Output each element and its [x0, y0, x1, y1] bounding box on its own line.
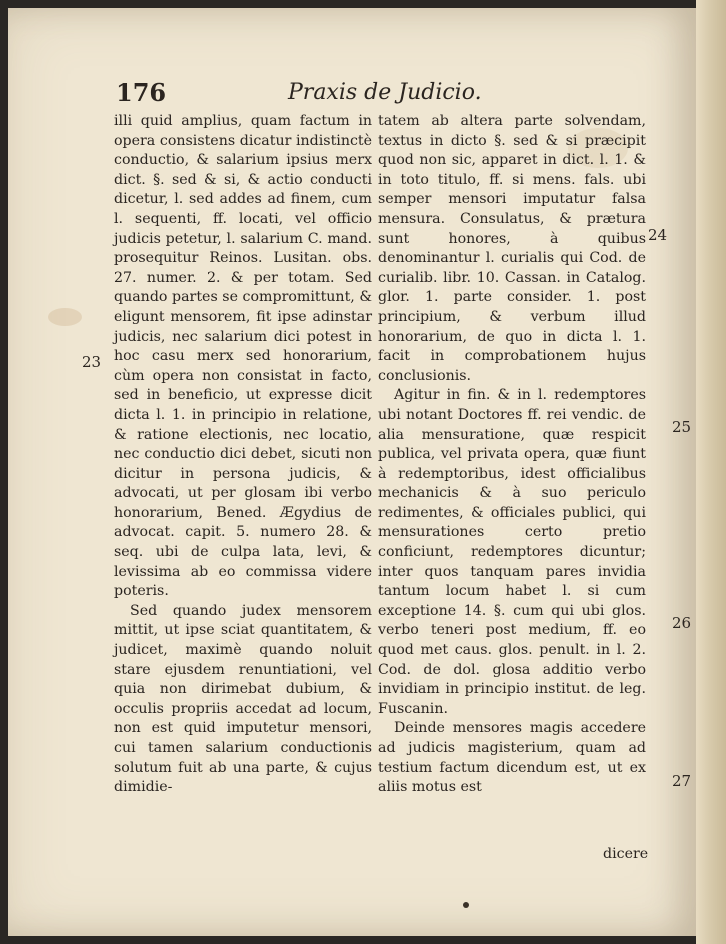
ink-dot — [463, 902, 469, 908]
right-paragraph-1: tatem ab altera parte solvendam, textus in dicto §. sed & si præcipit quod non sic, apparet in dict. l. 1. & in toto titulo, ff. si mens. fals. ubi semper mensori imputatur falsa mensura. Consulatus, & prætura sunt honores, à quibus denominantur l. curialis qui Cod. de curialib. libr. 10. Cassan. in Catalog. glor. 1. parte consider. 1. post principium, & verbum illud honorarium, de quo in dicta l. 1. facit in comprobationem hujus conclusionis. — [378, 113, 646, 384]
running-title: Praxis de Judicio. — [288, 80, 482, 105]
margin-number-25: 25 — [672, 418, 692, 436]
page-header — [116, 78, 536, 110]
page-number: 176 — [116, 78, 167, 107]
book-page — [8, 8, 696, 936]
margin-number-27: 27 — [672, 772, 692, 790]
left-text-column — [114, 112, 372, 798]
left-paragraph-2: Sed quando judex mensorem mittit, ut ipse sciat quantitatem, & judicet, maximè quando noluit stare ejusdem renuntiationi, vel quia non dirimebat dubium, & occulis propriis accedat ad locum, non est quid imputetur mensori, cui tamen salarium conductionis solutum fuit ab una parte, & cujus dimidie- — [114, 602, 372, 796]
margin-number-24: 24 — [648, 226, 668, 244]
page-edge — [696, 0, 726, 944]
catchword: dicere — [603, 846, 649, 862]
paper-stain — [48, 308, 82, 326]
right-paragraph-2: Agitur in fin. & in l. redemptores ubi notant Doctores ff. rei vendic. de alia mensuratione, quæ respicit publica, vel privata opera, quæ fiunt à redemptoribus, idest officialibus mechanicis & à suo periculo redimentes, & officiales publici, qui mensurationes certo pretio conficiunt, redemptores dicuntur; inter quos tanquam pares invidia tantum locum habet l. si cum exceptione 14. §. cum qui ubi glos. verbo teneri post medium, ff. eo quod met caus. glos. penult. in l. 2. Cod. de dol. glosa additio verbo invidiam in principio institut. de leg. Fuscanin. — [378, 387, 646, 717]
margin-number-26: 26 — [672, 614, 692, 632]
right-paragraph-3: Deinde mensores magis accedere ad judicis magisterium, quam ad testium factum dicendum est, ut ex aliis motus est — [378, 720, 646, 796]
right-text-column — [378, 112, 646, 798]
left-paragraph-1: illi quid amplius, quam factum in opera consistens dicatur indistinctè conductio, & salarium ipsius merx dict. §. sed & si, & actio conducti dicetur, l. sed addes ad finem, cum l. sequenti, ff. locati, vel officio judicis petetur, l. salarium C. mand. prosequitur Reinos. Lusitan. obs. 27. numer. 2. & per totam. Sed quando partes se compromittunt, & eligunt mensorem, fit ipse adinstar judicis, nec salarium dici potest in hoc casu merx sed honorarium, cùm opera non consistat in facto, sed in beneficio, ut expresse dicit dicta l. 1. in principio in relatione, & ratione electionis, nec locatio, nec conductio dici debet, sicuti non dicitur in persona judicis, & advocati, ut per glosam ibi verbo honorarium, Bened. Ægydius de advocat. capit. 5. numero 28. & seq. ubi de culpa lata, levi, & levissima ab eo commissa videre poteris. — [114, 113, 372, 600]
margin-number-23: 23 — [82, 353, 102, 371]
